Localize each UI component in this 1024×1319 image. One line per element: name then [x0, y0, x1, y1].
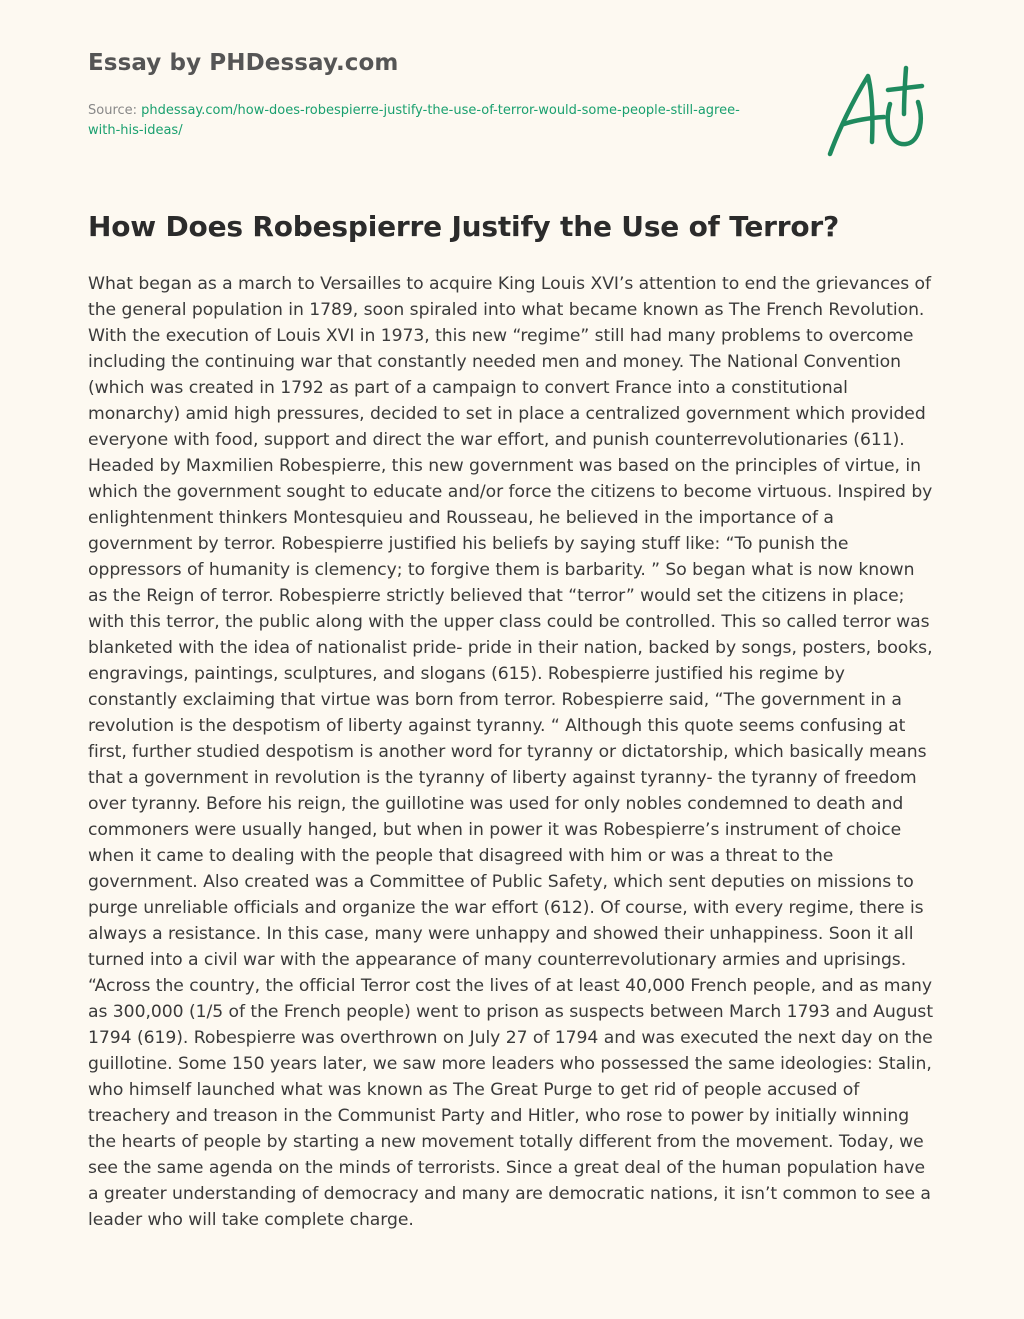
essay-body: What began as a march to Versailles to acquire King Louis XVI’s attention to end the grievances of the general population in 1789, soon spiraled into what became known as The French Revolution. With the execution of Louis XVI in 1973, this new “regime” still had many problems to overcome including the continuing war that constantly needed men and money. The National Convention (which was created in 1792 as part of a campaign to convert France into a constitutional monarchy) amid high pressures, decided to set in place a centralized government which provided everyone with food, support and direct the war effort, and punish counterrevolutionaries (611). Headed by Maxmilien Robespierre, this new government was based on the principles of virtue, in which the government sought to educate and/or force the citizens to become virtuous. Inspired by enlightenment thinkers Montesquieu and Rousseau, he believed in the importance of a government by terror. Robespierre justified his beliefs by saying stuff like: “To punish the oppressors of humanity is clemency; to forgive them is barbarity. ” So began what is now known as the Reign of terror. Robespierre strictly believed that “terror” would set the citizens in place; with this terror, the public along with the upper class could be controlled. This so called terror was blanketed with the idea of nationalist pride- pride in their nation, backed by songs, posters, books, engravings, paintings, sculptures, and slogans (615). Robespierre justified his regime by constantly exclaiming that virtue was born from terror. Robespierre said, “The government in a revolution is the despotism of liberty against tyranny. “ Although this quote seems confusing at first, further studied despotism is another word for tyranny or dictatorship, which basically means that a government in revolution is the tyranny of liberty against tyranny- the tyranny of freedom over tyranny. Before his reign, the guillotine was used for only nobles condemned to death and commoners were usually hanged, but when in power it was Robespierre’s instrument of choice when it came to dealing with the people that disagreed with him or was a threat to the government. Also created was a Committee of Public Safety, which sent deputies on missions to purge unreliable officials and organize the war effort (612). Of course, with every regime, there is always a resistance. In this case, many were unhappy and showed their unhappiness. Soon it all turned into a civil war with the appearance of many counterrevolutionary armies and uprisings. “Across the country, the official Terror cost the lives of at least 40,000 French people, and as many as 300,000 (1/5 of the French people) went to prison as suspects between March 1793 and August 1794 (619). Robespierre was overthrown on July 27 of 1794 and was executed the next day on the guillotine. Some 150 years later, we saw more leaders who possessed the same ideologies: Stalin, who himself launched what was known as The Great Purge to get rid of people accused of treachery and treason in the Communist Party and Hitler, who rose to power by initially winning the hearts of people by starting a new movement totally different from the movement. Today, we see the same agenda on the minds of terrorists. Since a great deal of the human population have a greater understanding of democracy and many are democratic nations, it isn’t common to see a leader who will take complete charge. [88, 274, 934, 1230]
essay-title: How Does Robespierre Justify the Use of Terror? [88, 210, 840, 243]
source-line [88, 101, 748, 141]
site-brand: Essay by PHDessay.com [88, 50, 399, 76]
source-label: Source: [88, 103, 138, 118]
content-fade-overlay [0, 1262, 1024, 1319]
a-plus-grade-icon [818, 62, 934, 162]
source-link[interactable]: phdessay.com/how-does-robespierre-justify-the-use-of-terror-would-some-people-still-agree-with-his-ideas/ [88, 103, 740, 138]
